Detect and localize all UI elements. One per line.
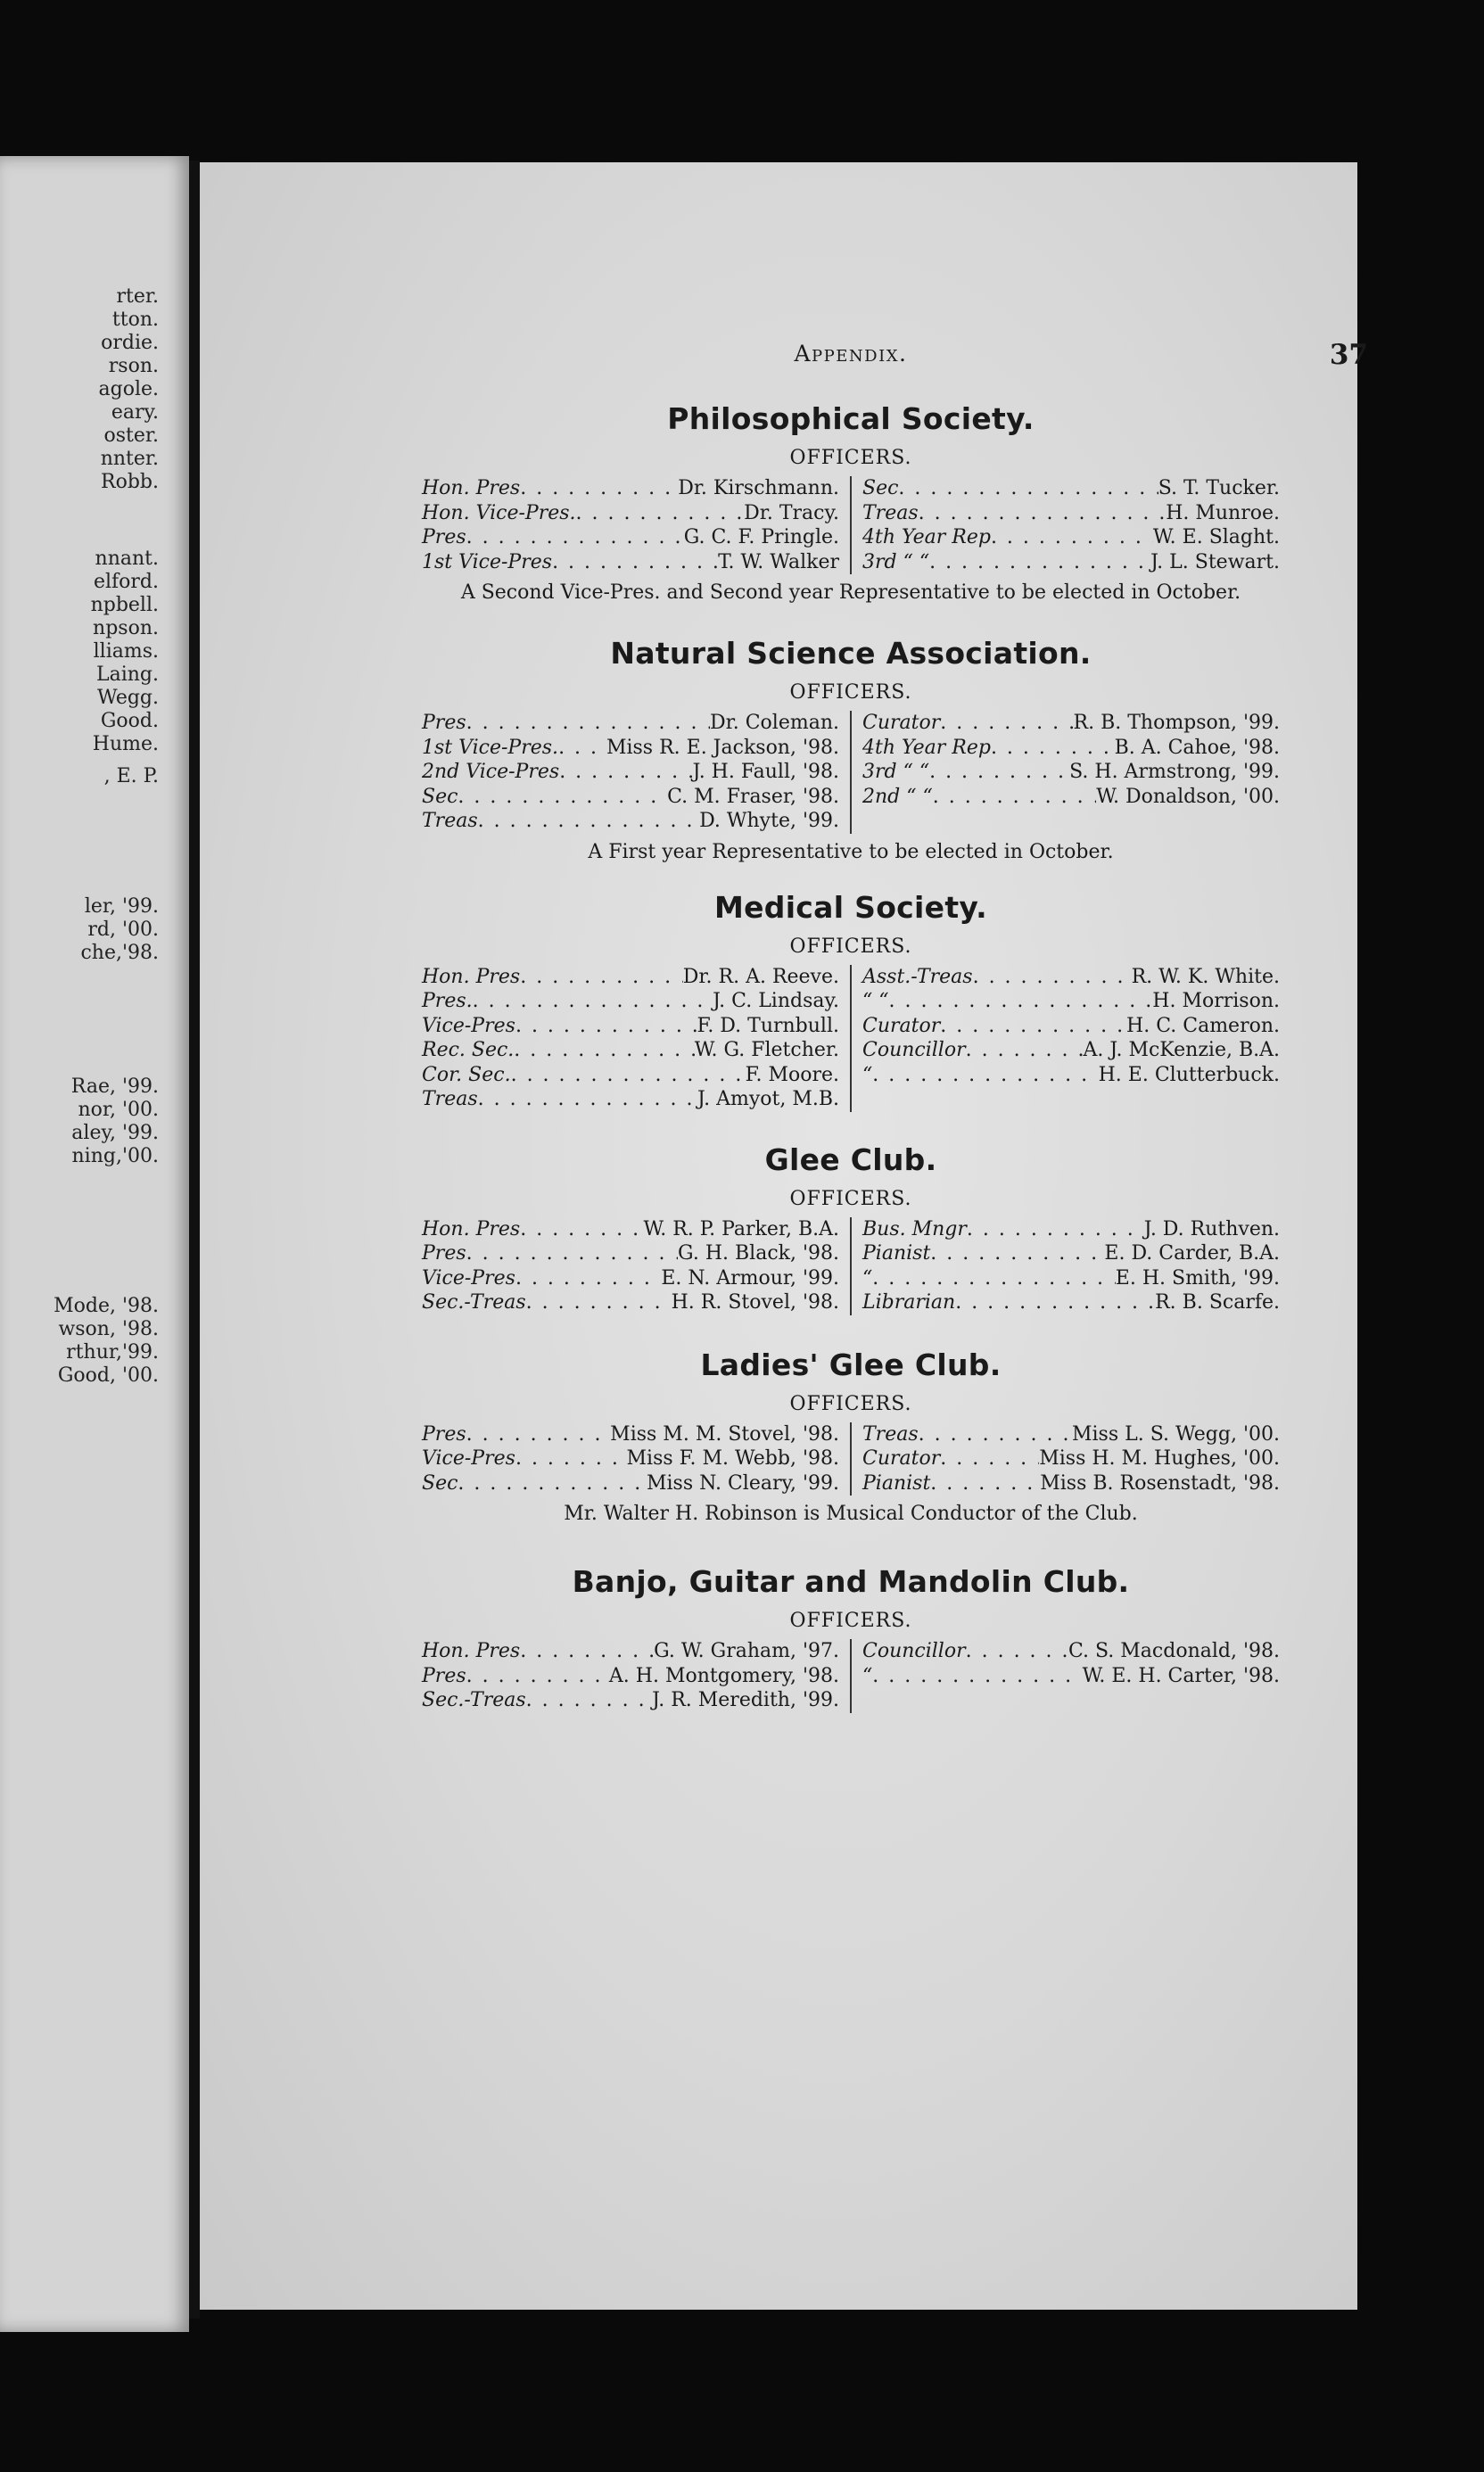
leader-dots [520,965,683,990]
officers-table [334,965,1368,1112]
facing-page-line: agole. [98,378,159,400]
facing-page-line: rson. [108,355,159,377]
sections-container [334,401,1368,1713]
officer-role: Pres [422,1242,466,1265]
officer-role: Pres [422,1664,466,1687]
leader-dots [929,550,1150,575]
officer-role: Sec.-Treas [422,1291,526,1314]
officer-name: W. G. Fletcher. [694,1039,839,1061]
facing-page-line: Laing. [95,663,159,686]
officer-row [862,501,1280,526]
officer-role: 2nd Vice-Pres [422,761,560,783]
officer-name: Dr. Coleman. [710,712,839,734]
officers-column-right [852,965,1280,1112]
leader-dots [458,785,667,810]
officer-name: E. H. Smith, '99. [1115,1266,1280,1290]
leader-dots [559,760,692,785]
leader-dots [929,760,1069,785]
officer-role: “ “ [862,990,889,1012]
leader-dots [872,1266,1116,1291]
officer-role: Pres [422,1422,466,1446]
officer-name: C. S. Macdonald, '98. [1068,1640,1280,1662]
officers-label: OFFICERS. [789,681,912,704]
officers-label: OFFICERS. [789,1187,912,1210]
officer-row [422,1290,839,1315]
officer-name: Miss M. M. Stovel, '98. [610,1422,839,1446]
leader-dots [940,1014,1126,1039]
leader-dots [991,736,1115,761]
officer-role: Librarian [862,1291,956,1314]
officer-role: Councillor [862,1640,966,1662]
facing-page-line: Mode, '98. [54,1295,159,1317]
officer-role: Curator [862,1447,941,1470]
officer-role: Sec.-Treas [422,1689,526,1711]
leader-dots [940,711,1073,736]
facing-page-line: rd, '00. [87,919,159,941]
document-page [200,162,1368,2310]
officers-table [334,711,1368,834]
leader-dots [966,1038,1084,1063]
facing-page-line: aley, '99. [71,1122,159,1144]
leader-dots [930,1241,1104,1266]
officer-name: T. W. Walker [718,550,839,573]
leader-dots [872,1063,1098,1088]
leader-dots [967,1217,1144,1242]
officer-row [422,501,839,526]
leader-dots [898,476,1158,501]
officers-column-left [422,965,852,1112]
officer-role: Bus. Mngr [862,1217,967,1240]
officer-row [422,525,839,550]
facing-page-line: ning,'00. [71,1145,159,1167]
officer-role: Asst.-Treas [862,965,973,988]
officers-table [334,1217,1368,1315]
officer-name: S. H. Armstrong, '99. [1069,761,1280,783]
officer-role: 4th Year Rep [862,736,991,759]
officer-name: Dr. R. A. Reeve. [682,965,839,988]
officer-row [422,1038,839,1063]
officer-name: H. C. Cameron. [1126,1014,1280,1037]
officers-column-left [422,711,852,834]
officer-row [862,965,1280,990]
officer-name: J. R. Meredith, '99. [652,1689,839,1711]
officer-role: Sec [422,1471,458,1495]
officer-role: “ [862,1063,873,1086]
officer-name: E. N. Armour, '99. [661,1266,839,1290]
running-head-title: Appendix. [794,341,908,367]
officer-role: Treas [862,1422,919,1446]
officer-name: Miss H. M. Hughes, '00. [1039,1447,1280,1470]
officer-row [422,1063,839,1088]
officer-row [422,1087,839,1112]
officer-name: S. T. Tucker. [1158,477,1280,499]
officer-row [862,1422,1280,1447]
leader-dots [515,1446,627,1471]
leader-dots [526,1688,652,1713]
facing-page-line: npson. [93,617,159,639]
officer-name: R. W. K. White. [1131,965,1280,988]
officer-name: R. B. Scarfe. [1155,1291,1280,1314]
officer-role: 1st Vice-Pres [422,550,553,573]
officer-role: 2nd “ “ [862,785,933,808]
officer-row [422,1241,839,1266]
section-title: Philosophical Society. [667,401,1035,436]
officer-name: J. L. Stewart. [1150,550,1280,573]
officer-row [862,1038,1280,1063]
officer-name: H. R. Stovel, '98. [671,1291,839,1314]
section-title: Natural Science Association. [610,636,1092,671]
officer-role: Hon. Pres [422,965,521,988]
society-section [334,890,1368,1112]
officer-row [862,1471,1280,1496]
section-title: Ladies' Glee Club. [700,1347,1002,1382]
leader-dots [973,965,1132,990]
leader-dots [940,1446,1039,1471]
leader-dots [515,1014,697,1039]
officer-role: Pres. [422,990,473,1012]
officers-label: OFFICERS. [789,447,912,469]
leader-dots [552,550,718,575]
leader-dots [991,525,1153,550]
officers-column-right [852,1217,1280,1315]
officer-role: Vice-Pres [422,1266,515,1290]
officer-name: G. W. Graham, '97. [654,1640,839,1662]
officers-table [334,1422,1368,1496]
society-section [334,1347,1368,1526]
book-gutter [189,161,200,2319]
facing-page-line: nnter. [100,448,159,470]
facing-page-line: Wegg. [97,687,159,709]
leader-dots [466,1241,678,1266]
facing-page-line: npbell. [90,594,159,616]
officer-row [862,760,1280,785]
officer-name: J. H. Faull, '98. [692,761,839,783]
facing-page-line: Good. [100,710,159,732]
leader-dots [466,1664,609,1689]
facing-page-line: Good, '00. [57,1364,159,1387]
officer-row [422,785,839,810]
facing-page-line: Hume. [92,733,159,755]
officer-name: H. Morrison. [1152,990,1280,1012]
facing-page-line: rthur,'99. [66,1341,159,1364]
officer-row [422,1471,839,1496]
leader-dots [514,1038,694,1063]
society-section [334,1564,1368,1713]
officer-name: W. E. Slaght. [1152,526,1280,548]
facing-page-line: ordie. [101,332,159,354]
page-number: 37 [1329,339,1368,371]
officer-name: H. Munroe. [1166,501,1280,524]
leader-dots [466,711,710,736]
officer-name: Miss R. E. Jackson, '98. [606,736,839,759]
officer-role: “ [862,1664,873,1687]
leader-dots [966,1639,1068,1664]
section-note: Mr. Walter H. Robinson is Musical Conductor of the Club. [564,1503,1138,1525]
officer-row [422,1014,839,1039]
officer-name: A. H. Montgomery, '98. [608,1664,839,1687]
officer-row [862,711,1280,736]
officers-column-right [852,1639,1280,1713]
leader-dots [520,1217,643,1242]
officer-name: B. A. Cahoe, '98. [1114,736,1280,759]
officer-row [862,476,1280,501]
officer-role: Pres [422,712,466,734]
leader-dots [466,525,684,550]
leader-dots [511,1063,746,1088]
officer-row [862,1446,1280,1471]
leader-dots [889,989,1153,1014]
facing-page-line: wson, '98. [58,1318,159,1340]
officer-row [422,1266,839,1291]
officers-column-right [852,476,1280,574]
officer-row [422,1664,839,1689]
section-title: Glee Club. [764,1141,937,1177]
officer-name: Miss F. M. Webb, '98. [626,1447,839,1470]
officer-name: W. E. H. Carter, '98. [1082,1664,1280,1687]
officer-row [422,550,839,575]
facing-page-line: Rae, '99. [70,1075,159,1098]
leader-dots [520,476,678,501]
society-section [334,1142,1368,1315]
facing-page-line: elford. [93,571,159,593]
running-head [334,341,1368,380]
officer-role: 3rd “ “ [862,761,930,783]
officer-role: Hon. Vice-Pres. [422,501,576,524]
officer-name: F. Moore. [745,1063,839,1086]
officer-name: A. J. McKenzie, B.A. [1083,1039,1280,1061]
officer-row [422,1639,839,1664]
officer-role: Hon. Pres [422,1217,521,1240]
officer-role: 3rd “ “ [862,550,930,573]
officer-row [862,1241,1280,1266]
officer-name: J. D. Ruthven. [1143,1217,1280,1240]
officer-name: G. H. Black, '98. [678,1242,839,1265]
officers-column-left [422,1422,852,1496]
section-title: Medical Society. [713,889,988,925]
officer-role: Pianist [862,1242,931,1265]
leader-dots [526,1290,672,1315]
officer-role: Curator [862,712,941,734]
officer-row [862,1639,1280,1664]
officers-column-right [852,1422,1280,1496]
officer-row [422,1217,839,1242]
officer-role: Pianist [862,1471,931,1495]
officer-role: Treas [422,810,478,832]
officer-name: C. M. Fraser, '98. [667,785,839,808]
officer-row [422,1422,839,1447]
officer-row [862,1266,1280,1291]
officer-role: Councillor [862,1039,966,1061]
officer-role: Sec [422,785,458,808]
officer-name: Miss B. Rosenstadt, '98. [1040,1471,1280,1495]
officers-label: OFFICERS. [789,1392,912,1415]
facing-page-line: nnant. [95,548,159,570]
facing-page-line: eary. [111,401,159,424]
facing-page-line: Robb. [101,471,159,493]
facing-page-line: ler, '99. [84,895,159,918]
officers-label: OFFICERS. [789,1610,912,1632]
leader-dots [933,785,1096,810]
facing-page-line: rter. [116,285,159,308]
officer-row [862,989,1280,1014]
officer-name: E. D. Carder, B.A. [1104,1242,1280,1265]
officer-name: F. D. Turnbull. [697,1014,839,1037]
officers-column-left [422,476,852,574]
officer-role: Treas [862,501,919,524]
officer-name: J. C. Lindsay. [713,990,839,1012]
leader-dots [458,1471,647,1496]
officers-column-right [852,711,1280,834]
officers-table [334,1639,1368,1713]
officers-label: OFFICERS. [789,935,912,958]
officer-row [862,1664,1280,1689]
officer-name: W. R. P. Parker, B.A. [643,1217,839,1240]
officer-role: Hon. Pres [422,477,521,499]
facing-page-line: tton. [111,309,159,331]
officer-row [862,550,1280,575]
leader-dots [466,1422,611,1447]
officer-role: 4th Year Rep [862,526,991,548]
officer-name: Dr. Kirschmann. [678,477,839,499]
officer-role: Sec [862,477,899,499]
officer-row [422,1446,839,1471]
leader-dots [520,1639,654,1664]
officer-role: Rec. Sec. [422,1039,515,1061]
officer-row [422,965,839,990]
page-content [334,341,1368,1713]
officer-row [862,1014,1280,1039]
officer-role: Cor. Sec. [422,1063,511,1086]
officers-column-left [422,1217,852,1315]
section-title: Banjo, Guitar and Mandolin Club. [572,1564,1130,1599]
officers-table [334,476,1368,574]
officer-role: Treas [422,1088,478,1110]
section-note: A Second Vice-Pres. and Second year Representative to be elected in October. [460,581,1241,604]
officer-role: Curator [862,1014,941,1037]
leader-dots [576,501,745,526]
officer-role: Vice-Pres [422,1447,515,1470]
officer-role: “ [862,1266,873,1290]
officer-name: Miss L. S. Wegg, '00. [1071,1422,1280,1446]
officer-row [422,1688,839,1713]
officer-row [862,1063,1280,1088]
leader-dots [478,1087,697,1112]
leader-dots [473,989,713,1014]
facing-page-line: nor, '00. [78,1099,159,1121]
officer-name: D. Whyte, '99. [699,810,839,832]
leader-dots [872,1664,1082,1689]
officer-row [422,711,839,736]
society-section [334,401,1368,604]
officer-row [862,525,1280,550]
officer-row [422,760,839,785]
officer-row [862,736,1280,761]
officers-column-left [422,1639,852,1713]
officer-name: H. E. Clutterbuck. [1098,1063,1280,1086]
leader-dots [478,809,699,834]
facing-page-line: lliams. [93,640,159,663]
officer-role: Hon. Pres [422,1640,521,1662]
leader-dots [930,1471,1040,1496]
officer-row [422,989,839,1014]
facing-page-line: , E. P. [103,765,159,787]
facing-page-line: oster. [103,424,159,447]
officer-row [422,736,839,761]
leader-dots [919,1422,1072,1447]
officer-name: R. B. Thompson, '99. [1073,712,1280,734]
officer-role: Pres [422,526,466,548]
officer-row [422,476,839,501]
officer-name: Dr. Tracy. [744,501,839,524]
officer-row [862,1217,1280,1242]
officer-name: J. Amyot, M.B. [697,1088,839,1110]
officer-name: Miss N. Cleary, '99. [646,1471,839,1495]
officer-role: 1st Vice-Pres. [422,736,559,759]
officer-row [422,809,839,834]
officer-row [862,1290,1280,1315]
leader-dots [515,1266,661,1291]
section-note: A First year Representative to be elected in October. [588,840,1114,863]
society-section [334,636,1368,863]
officer-role: Vice-Pres [422,1014,515,1037]
officer-name: G. C. F. Pringle. [683,526,839,548]
leader-dots [955,1290,1155,1315]
facing-page-line: che,'98. [80,942,159,964]
leader-dots [919,501,1167,526]
officer-name: W. Donaldson, '00. [1096,785,1280,808]
leader-dots [558,736,606,761]
officer-row [862,785,1280,810]
